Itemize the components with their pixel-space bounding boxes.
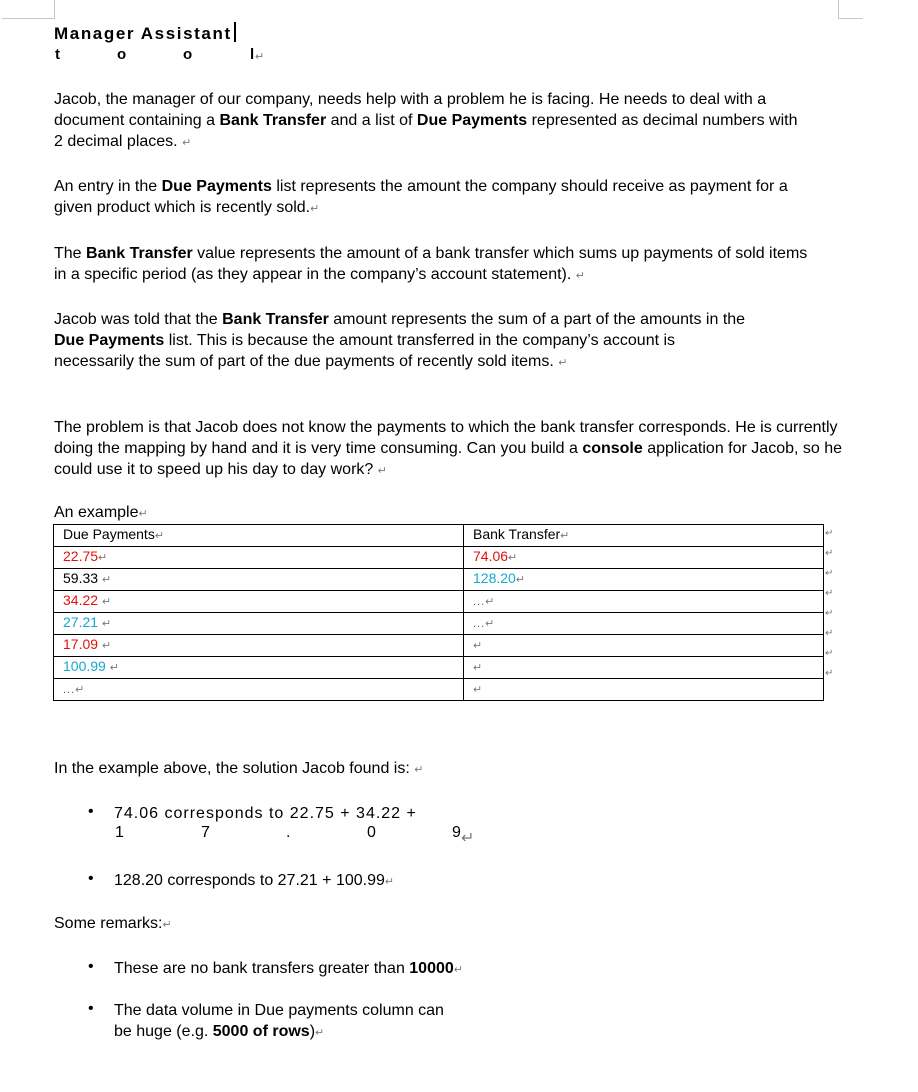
p2-bold-due-payments: Due Payments [161,178,272,195]
cell-mark: ↵ [473,640,483,652]
paragraph-mark: ↵ [182,137,192,149]
row-end-mark: ↵ [825,608,834,619]
due-payment-cell[interactable] [54,591,464,613]
paragraph-mark: ↵ [315,1027,325,1039]
row-end-mark: ↵ [825,528,834,539]
table-row [54,613,824,635]
cell-mark: ↵ [515,574,526,586]
cell-mark: ↵ [473,662,483,674]
remark-2-line-2: be huge (e.g. [114,1023,213,1040]
page-corner-mark-left [2,0,55,19]
bank-transfer-cell[interactable] [464,591,824,613]
remark-1 [114,958,463,981]
cell-mark: ↵ [154,530,165,542]
spread-char: 1 [115,824,124,841]
due-payment-cell[interactable] [54,679,464,701]
paragraph-4 [54,309,759,374]
p3-bold-bank-transfer: Bank Transfer [86,245,193,262]
header-due-payments[interactable] [54,525,464,547]
row-end-mark: ↵ [825,548,834,559]
header-bank-transfer-text: Bank Transfer [473,526,561,542]
p1-text-d: represented as decimal numbers with 2 decimal places. [54,112,798,150]
bank-transfer-value: ... [473,596,486,608]
row-end-marks [825,524,837,684]
due-payment-value: 22.75 [63,548,99,564]
bullet-icon: • [88,958,94,975]
bank-transfer-value: 74.06 [473,548,509,564]
spread-char: 0 [367,824,376,841]
paragraph-1 [54,89,804,154]
solution-item-1 [114,803,417,824]
cell-mark: ↵ [75,684,85,696]
remark-2-end: ) [309,1023,316,1040]
example-label-text: An example [54,504,139,521]
due-payment-value: 59.33 [63,570,99,586]
bullet-icon: • [88,1000,94,1017]
cell-mark: ↵ [101,618,112,630]
spread-char: 9 [452,824,461,841]
paragraph-mark: ↵ [384,876,395,888]
paragraph-mark: ↵ [453,964,463,976]
p4-text-d: list. This is because the amount transferred in the company’s account is necessarily the sum of part of the due payments of recently sold items. [54,332,676,370]
paragraph-mark: ↵ [255,51,265,63]
bank-transfer-cell[interactable] [464,569,824,591]
document-title [54,22,236,44]
table-header-row [54,525,824,547]
solution-intro [54,758,423,781]
paragraph-mark: ↵ [414,764,424,776]
cell-mark: ↵ [508,552,518,564]
table-row [54,547,824,569]
p3-text-a: The [54,245,87,262]
bank-transfer-value: ... [473,618,486,630]
p1-bold-bank-transfer: Bank Transfer [219,112,327,129]
paragraph-5 [54,417,844,482]
remark-2 [114,1000,444,1044]
p2-text-c: list represents the amount the company should receive as payment for a given product which is recently sold. [54,178,788,216]
cell-mark: ↵ [101,574,112,586]
due-payment-value: 100.99 [63,658,106,674]
cell-mark: ↵ [101,640,112,652]
title-text: Manager Assistant [54,24,232,43]
paragraph-mark: ↵ [461,830,475,847]
p1-bold-due-payments: Due Payments [416,112,528,129]
example-label [54,504,148,522]
p4-bold-bank-transfer: Bank Transfer [222,311,329,328]
paragraph-mark: ↵ [575,270,585,282]
p4-text-c: amount represents the sum of a part of the amounts in the [328,311,746,328]
title-char-4: l [250,46,255,63]
remark-2-line-1: The data volume in Due payments column can [114,1002,444,1019]
row-end-mark: ↵ [825,648,834,659]
table-row [54,679,824,701]
p4-text-a: Jacob was told that the [54,311,223,328]
p1-text-a: Jacob, the manager of our company, needs help with a problem he is facing. He needs to deal with a document containing a [54,91,767,129]
page-corner-mark-right [838,0,863,19]
solution-item-1-text: 74.06 corresponds to 22.75 + 34.22 + [114,805,417,822]
example-table [53,524,824,701]
row-end-mark: ↵ [825,628,834,639]
table-row [54,591,824,613]
row-end-mark: ↵ [825,668,834,679]
solution-item-2 [114,870,394,893]
p3-text-c: value represents the amount of a bank transfer which sums up payments of sold items in a specific period (as they appear in the company’s account statement). [54,245,808,283]
cell-mark: ↵ [109,662,119,674]
table-row [54,569,824,591]
header-bank-transfer[interactable] [464,525,824,547]
remark-1-bold: 10000 [409,960,454,977]
due-payment-cell[interactable] [54,569,464,591]
cell-mark: ↵ [473,684,483,696]
due-payment-value: ... [63,684,76,696]
table-row [54,657,824,679]
spread-char: . [286,824,291,841]
cell-mark: ↵ [98,552,108,564]
paragraph-mark: ↵ [162,919,172,931]
due-payment-value: 17.09 [63,636,99,652]
row-end-mark: ↵ [825,568,834,579]
cell-mark: ↵ [485,596,495,608]
bullet-icon: • [88,870,94,887]
due-payment-cell[interactable] [54,613,464,635]
cell-mark: ↵ [560,530,570,542]
due-payment-value: 34.22 [63,592,99,608]
title-char-3: o [183,46,193,63]
bank-transfer-cell[interactable] [464,613,824,635]
bank-transfer-cell[interactable] [464,635,824,657]
cell-mark: ↵ [101,596,112,608]
bank-transfer-cell[interactable] [464,679,824,701]
bullet-icon: • [88,803,94,820]
cell-mark: ↵ [485,618,495,630]
paragraph-2 [54,176,794,220]
remark-2-bold: 5000 of rows [212,1023,310,1040]
p4-bold-due-payments: Due Payments [54,332,165,349]
paragraph-mark: ↵ [138,508,148,520]
p5-text-a: The problem is that Jacob does not know the payments to which the bank transfer corresponds. He is currently doing the mapping by hand and it is very time consuming. Can you build a [54,419,838,457]
title-char-1: t [55,46,60,63]
p5-text-c: application for Jacob, so he could use it to speed up his day to day work? [54,440,843,478]
header-due-payments-text: Due Payments [63,526,155,542]
due-payment-value: 27.21 [63,614,99,630]
text-cursor[interactable] [234,22,236,42]
table-row [54,635,824,657]
paragraph-mark: ↵ [377,465,387,477]
bank-transfer-cell[interactable] [464,547,824,569]
p1-text-c: and a list of [326,112,417,129]
paragraph-3 [54,243,819,287]
remarks-title [54,913,172,936]
title-char-2: o [117,46,127,63]
row-end-mark: ↵ [825,588,834,599]
paragraph-mark: ↵ [310,203,320,215]
due-payment-cell[interactable] [54,657,464,679]
spread-char: 7 [201,824,210,841]
bank-transfer-cell[interactable] [464,657,824,679]
solution-item-2-text: 128.20 corresponds to 27.21 + 100.99 [114,872,385,889]
solution-intro-text: In the example above, the solution Jacob found is: [54,760,410,777]
paragraph-mark: ↵ [558,357,568,369]
due-payment-cell[interactable] [54,635,464,657]
remarks-title-text: Some remarks: [54,915,163,932]
remark-1-text: These are no bank transfers greater than [114,960,410,977]
bank-transfer-value: 128.20 [473,570,516,586]
p2-text-a: An entry in the [54,178,162,195]
due-payment-cell[interactable] [54,547,464,569]
p5-bold-console: console [582,440,643,457]
